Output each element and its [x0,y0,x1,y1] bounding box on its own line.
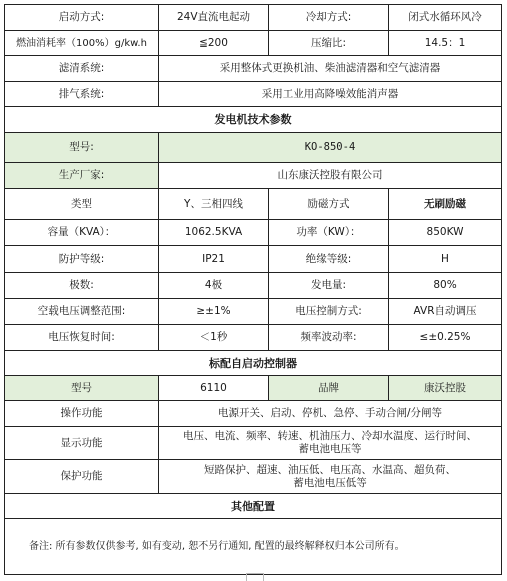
row-ops [5,401,502,427]
excitation-value: 无刷励磁 [389,189,502,220]
maker-value: 山东康沃控股有限公司 [159,163,502,189]
row-recovery [5,325,502,351]
row-ctrl-model [5,376,502,401]
output-label: 发电量: [269,273,389,299]
spec-sheet [4,4,501,575]
brand-value: 康沃控股 [389,376,502,401]
fuel-value: ≦200 [159,31,269,56]
compression-value: 14.5：1 [389,31,502,56]
fuel-label: 燃油消耗率（100%）g/kw.h [5,31,159,56]
generator-section-row [5,107,502,133]
ctrl-model-label: 型号 [5,376,159,401]
row-display [5,427,502,460]
gen-model-label: 型号: [5,133,159,163]
type-label: 类型 [5,189,159,220]
maker-label: 生产厂家: [5,163,159,189]
protect-line-1: 短路保护、超速、油压低、电压高、水温高、超负荷、 [204,463,456,476]
protection-value: IP21 [159,246,269,273]
spec-table [4,4,502,575]
row-protection [5,246,502,273]
row-poles [5,273,502,299]
control-label: 电压控制方式: [269,299,389,325]
control-value: AVR自动调压 [389,299,502,325]
ops-value: 电源开关、启动、停机、急停、手动合闸/分闸等 [159,401,502,427]
protection-label: 防护等级: [5,246,159,273]
display-line-2: 蓄电池电压等 [298,443,362,455]
freq-label: 频率波动率: [269,325,389,351]
filter-value: 采用整体式更换机油、柴油滤清器和空气滤清器 [159,56,502,82]
exhaust-label: 排气系统: [5,82,159,107]
ctrl-model-value: 6110 [159,376,269,401]
start-value: 24V直流电起动 [159,5,269,31]
poles-label: 极数: [5,273,159,299]
filter-label: 滤清系统: [5,56,159,82]
insulation-label: 绝缘等级: [269,246,389,273]
row-maker [5,163,502,189]
power-value: 850KW [389,220,502,246]
noload-value: ≥±1% [159,299,269,325]
freq-value: ≤±0.25% [389,325,502,351]
output-value: 80% [389,273,502,299]
compression-label: 压缩比: [269,31,389,56]
insulation-value: H [389,246,502,273]
power-label: 功率（KW）： [269,220,389,246]
start-label: 启动方式: [5,5,159,31]
brand-label: 品牌 [269,376,389,401]
display-value [159,427,502,460]
other-section-title: 其他配置 [5,494,502,519]
recovery-value: ＜1秒 [159,325,269,351]
row-exhaust [5,82,502,107]
poles-value: 4极 [159,273,269,299]
controller-section-row [5,351,502,376]
generator-section-title: 发电机技术参数 [5,107,502,133]
exhaust-value: 采用工业用高降噪效能消声器 [159,82,502,107]
cooling-label: 冷却方式: [269,5,389,31]
row-noload [5,299,502,325]
noload-label: 空载电压调整范围: [5,299,159,325]
row-capacity [5,220,502,246]
recovery-label: 电压恢复时间: [5,325,159,351]
capacity-value: 1062.5KVA [159,220,269,246]
row-protect [5,460,502,494]
display-line-1: 电压、电流、频率、转速、机油压力、冷却水温度、运行时间、 [183,430,477,442]
row-start-cooling [5,5,502,31]
protect-value [159,460,502,494]
gen-model-value: KO-850-4 [159,133,502,163]
other-section-row [5,494,502,519]
row-fuel-compression [5,31,502,56]
protect-line-2: 蓄电池电压低等 [293,476,367,489]
controller-section-title: 标配自启动控制器 [5,351,502,376]
row-gen-model [5,133,502,163]
note-text: 备注: 所有参数仅供参考, 如有变动, 恕不另行通知, 配置的最终解释权归本公司所有。 [5,519,502,575]
display-label: 显示功能 [5,427,159,460]
row-filter [5,56,502,82]
capacity-label: 容量（KVA）： [5,220,159,246]
row-type [5,189,502,220]
protect-label: 保护功能 [5,460,159,494]
type-value: Y、三相四线 [159,189,269,220]
cooling-value: 闭式水循环风冷 [389,5,502,31]
excitation-label: 励磁方式 [269,189,389,220]
ops-label: 操作功能 [5,401,159,427]
row-note [5,519,502,575]
